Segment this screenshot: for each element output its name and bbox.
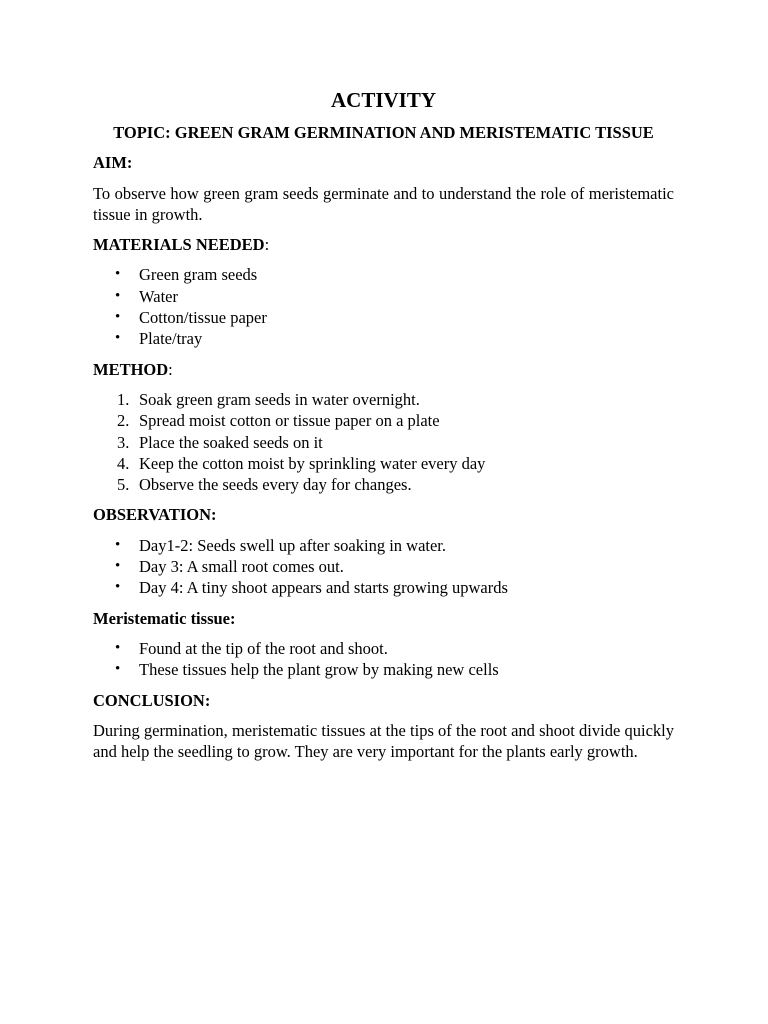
list-item (93, 535, 674, 556)
material-item: Cotton/tissue paper (139, 308, 267, 328)
list-item (93, 474, 674, 495)
method-step: Keep the cotton moist by sprinkling water every day (139, 453, 486, 473)
list-item (93, 432, 674, 453)
list-item (93, 638, 674, 659)
bullet-icon: • (115, 309, 121, 326)
observation-heading (93, 504, 674, 525)
conclusion-heading-text: CONCLUSION: (93, 690, 211, 710)
bullet-icon: • (115, 330, 121, 347)
step-number: 3. (117, 432, 130, 452)
meristematic-list (93, 638, 674, 681)
aim-text: To observe how green gram seeds germinate and to understand the role of meristematic tissue in growth. (93, 183, 674, 224)
aim-heading (93, 152, 674, 173)
conclusion-text: During germination, meristematic tissues at the tips of the root and shoot divide quickly and help the seedling to grow. They are very important for the plants early growth. (93, 720, 674, 762)
document-title: ACTIVITY (330, 88, 437, 112)
bullet-icon: • (115, 639, 121, 656)
aim-heading-text: AIM: (93, 153, 133, 173)
conclusion-heading (93, 690, 674, 711)
method-step: Spread moist cotton or tissue paper on a plate (139, 411, 440, 431)
bullet-icon: • (115, 661, 121, 678)
bullet-icon: • (115, 287, 121, 304)
document-page (93, 86, 674, 771)
observation-item: Day 4: A tiny shoot appears and starts growing upwards (139, 578, 508, 598)
bullet-icon: • (115, 579, 121, 596)
topic-heading: TOPIC: GREEN GRAM GERMINATION AND MERISTEMATIC TISSUE (113, 123, 654, 142)
list-item (93, 264, 674, 285)
step-number: 2. (117, 411, 130, 431)
meristematic-heading (93, 608, 674, 629)
list-item (93, 286, 674, 307)
list-item (93, 307, 674, 328)
meristematic-item: Found at the tip of the root and shoot. (139, 638, 388, 658)
list-item (93, 410, 674, 431)
list-item (93, 389, 674, 410)
step-number: 5. (117, 475, 130, 495)
material-item: Green gram seeds (139, 265, 258, 285)
materials-heading-colon: : (264, 235, 270, 255)
materials-heading-text: MATERIALS NEEDED (93, 235, 265, 255)
meristematic-heading-text: Meristematic tissue: (93, 608, 236, 628)
method-heading-text: METHOD (93, 359, 169, 379)
list-item (93, 659, 674, 680)
materials-list (93, 264, 674, 349)
list-item (93, 453, 674, 474)
method-heading (93, 359, 674, 380)
list-item (93, 577, 674, 598)
step-number: 4. (117, 453, 130, 473)
material-item: Plate/tray (139, 329, 203, 349)
bullet-icon: • (115, 536, 121, 553)
method-step: Observe the seeds every day for changes. (139, 475, 412, 495)
observation-item: Day1-2: Seeds swell up after soaking in water. (139, 535, 447, 555)
material-item: Water (139, 286, 178, 306)
bullet-icon: • (115, 558, 121, 575)
observation-item: Day 3: A small root comes out. (139, 557, 344, 577)
observation-heading-text: OBSERVATION: (93, 505, 217, 525)
method-step: Place the soaked seeds on it (139, 432, 323, 452)
list-item (93, 328, 674, 349)
method-heading-colon: : (168, 359, 173, 379)
list-item (93, 556, 674, 577)
bullet-icon: • (115, 266, 121, 283)
observation-list (93, 535, 674, 599)
method-step: Soak green gram seeds in water overnight. (139, 389, 420, 409)
step-number: 1. (117, 389, 130, 409)
materials-heading (93, 234, 674, 255)
meristematic-item: These tissues help the plant grow by making new cells (139, 660, 499, 680)
method-list (93, 389, 674, 495)
